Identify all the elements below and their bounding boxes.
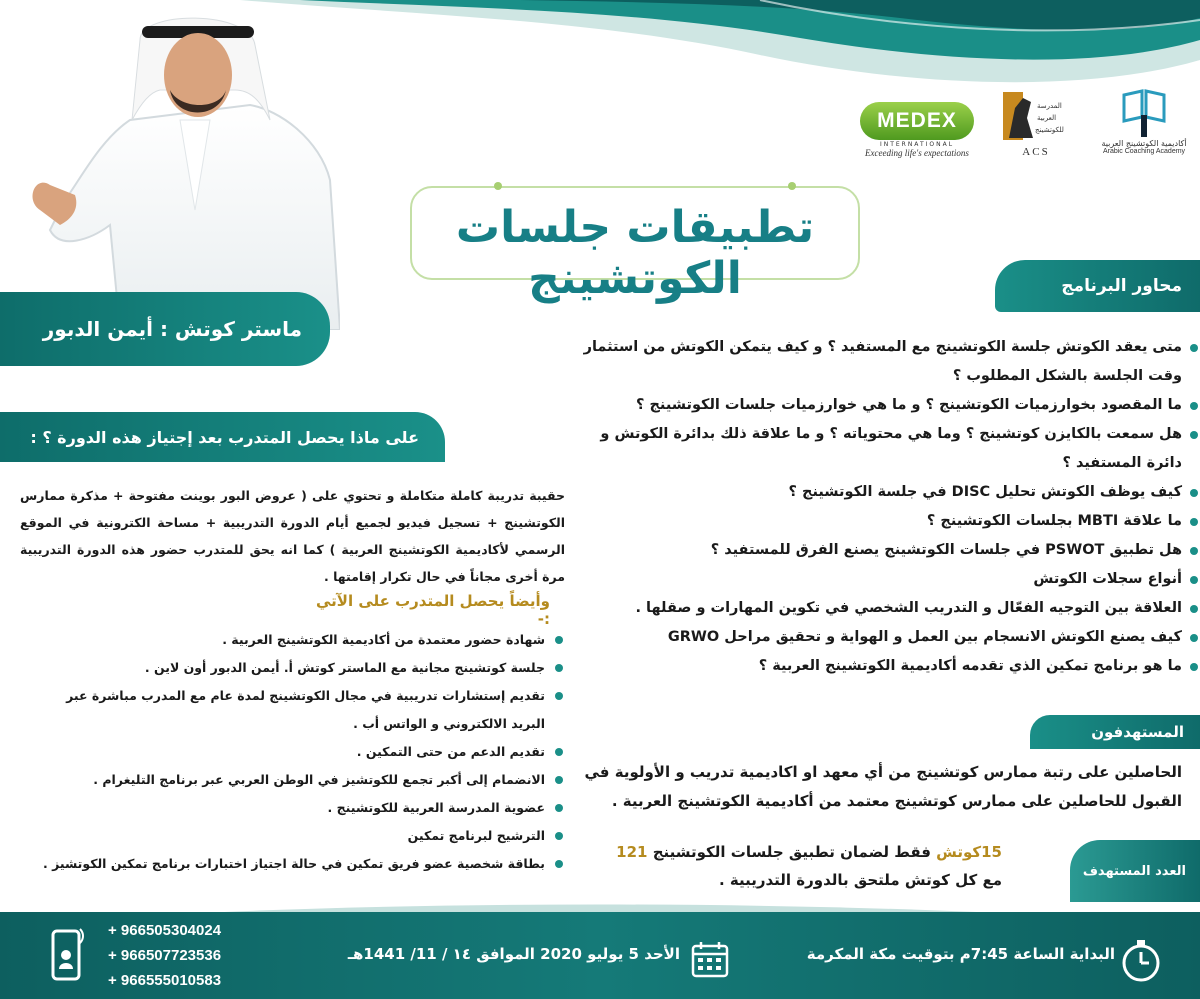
acs-logo-arabic-3: للكوتشينج xyxy=(1035,125,1064,134)
acs-logo-text: ACS xyxy=(1022,145,1050,158)
acs-logo xyxy=(996,85,1076,160)
phone-number: + 966555010583 xyxy=(108,972,222,989)
bullet-icon xyxy=(1190,518,1198,526)
stopwatch-icon xyxy=(1118,938,1164,984)
academy-logo xyxy=(1094,80,1194,162)
target-header-banner xyxy=(1030,715,1200,749)
list-item: بطاقة شخصية عضو فريق تمكين في حالة اجتياز اختبارات برنامج تمكين الكوتشيز . xyxy=(40,850,545,878)
academy-logo-english: Arabic Coaching Academy xyxy=(1102,148,1186,155)
bullet-icon xyxy=(555,748,563,756)
count-line-1: 15كوتش فقط لضمان تطبيق جلسات الكوتشينج 121 xyxy=(616,843,1002,861)
program-axes-list xyxy=(567,333,1182,681)
count-text xyxy=(582,838,1002,894)
bullet-icon xyxy=(1190,605,1198,613)
coach-name: ماستر كوتش : أيمن الدبور xyxy=(42,317,302,341)
list-item: عضوية المدرسة العربية للكوتشينج . xyxy=(40,794,545,822)
page-title: تطبيقات جلسات الكوتشينج xyxy=(455,202,815,304)
coach-photo xyxy=(20,10,340,330)
list-item: ما علاقة MBTI بجلسات الكوتشينج ؟ xyxy=(567,507,1182,536)
benefits-list xyxy=(40,626,545,878)
count-line-2: مع كل كوتش ملتحق بالدورة التدريبية . xyxy=(718,871,1002,889)
bullet-icon xyxy=(555,860,563,868)
bullet-icon xyxy=(1190,576,1198,584)
title-frame-dot xyxy=(494,182,502,190)
phone-numbers xyxy=(108,918,268,993)
bullet-icon xyxy=(1190,489,1198,497)
list-item: كيف يوظف الكوتش تحليل DISC في جلسة الكوتشينج ؟ xyxy=(567,478,1182,507)
list-item: هل سمعت بالكايزن كوتشينج ؟ وما هي محتوياته ؟ و ما علاقة ذلك بدائرة الكوتش و دائرة المستفيد ؟ xyxy=(567,420,1182,478)
target-audience-text: الحاصلين على رتبة ممارس كوتشينج من أي معهد او اكاديمية تدريب و الأولوية في القبول للحاصلين على ممارس كوتشينج معتمد من أكاديمية الكوتشينج العربية . xyxy=(584,763,1182,810)
list-item: ما المقصود بخوارزميات الكوتشينج ؟ و ما هي خوارزميات جلسات الكوتشينج ؟ xyxy=(567,391,1182,420)
also-title: وأيضاً يحصل المتدرب على الآتي :- xyxy=(315,592,550,628)
bullet-icon xyxy=(1190,344,1198,352)
gain-paragraph: حقيبة تدريبة كاملة متكاملة و تحتوي على ( عروض البور بوينت مفتوحة + مذكرة ممارس الكوتشينج + تسجيل فيديو لجميع أيام الدورة التدريبية + مساحة الكترونية في الموقع الرسمي لأكاديمية الكوتشينج العربية ) كما انه يحق للمتدرب حضور هذه الدورة التدريبية مرة أخرى مجاناً في حال تكرار إقامتها . xyxy=(20,488,565,584)
event-date: الأحد 5 يوليو 2020 الموافق ١٤ / 11/ 1441هـ xyxy=(347,945,680,963)
medex-logo-text: MEDEX xyxy=(860,102,974,140)
bullet-icon xyxy=(555,832,563,840)
academy-logo-arabic: أكاديمية الكوتشينج العربية xyxy=(1101,139,1187,148)
bullet-icon xyxy=(555,804,563,812)
title-frame xyxy=(410,186,860,304)
target-header: المستهدفون xyxy=(1091,723,1184,741)
acs-logo-arabic-1: المدرسة xyxy=(1037,101,1062,110)
list-item: أنواع سجلات الكوتش xyxy=(567,565,1182,594)
bullet-icon xyxy=(1190,402,1198,410)
phone-number: + 966505304024 xyxy=(108,922,222,939)
count-highlight: 15كوتش xyxy=(936,843,1002,861)
list-item: الانضمام إلى أكبر تجمع للكوتشيز في الوطن العربي عبر برنامج التليغرام . xyxy=(40,766,545,794)
list-item: تقديم إستشارات تدريبية في مجال الكوتشينج لمدة عام مع المدرب مباشرة عبر البريد الالكتروني و الواتس أب . xyxy=(40,682,545,738)
bullet-icon xyxy=(555,664,563,672)
list-item: الترشيح لبرنامج تمكين xyxy=(40,822,545,850)
count-highlight-121: 121 xyxy=(616,843,648,861)
list-item: تقديم الدعم من حتى التمكين . xyxy=(40,738,545,766)
horse-icon xyxy=(1001,88,1071,146)
title-frame-dot xyxy=(788,182,796,190)
event-time: البداية الساعة 7:45م بتوقيت مكة المكرمة xyxy=(806,945,1115,963)
list-item: جلسة كوتشينج مجانية مع الماستر كوتش أ. أيمن الدبور أون لاين . xyxy=(40,654,545,682)
list-item: كيف يصنع الكوتش الانسجام بين العمل و الهواية و تحقيق مراحل GRWO xyxy=(567,623,1182,652)
list-item: هل تطبيق PSWOT في جلسات الكوتشينج يصنع الفرق للمستفيد ؟ xyxy=(567,536,1182,565)
bullet-icon xyxy=(555,636,563,644)
bullet-icon xyxy=(555,692,563,700)
bullet-icon xyxy=(1190,547,1198,555)
medex-logo-sub: INTERNATIONAL xyxy=(879,141,955,148)
medex-tagline: Exceeding life's expectations xyxy=(865,148,969,158)
list-item: متى يعقد الكوتش جلسة الكوتشينج مع المستفيد ؟ و كيف يتمكن الكوتش من استثمار وقت الجلسة بالشكل المطلوب ؟ xyxy=(567,333,1182,391)
bullet-icon xyxy=(555,776,563,784)
bullet-icon xyxy=(1190,663,1198,671)
count-header: العدد المستهدف xyxy=(1082,863,1186,879)
coach-name-banner xyxy=(0,292,330,366)
acs-logo-arabic-2: العربية xyxy=(1037,113,1057,122)
count-header-banner xyxy=(1070,840,1200,902)
list-item: العلاقة بين التوجيه الفعّال و التدريب الشخصي في تكوين المهارات و صقلها . xyxy=(567,594,1182,623)
calendar-icon xyxy=(690,940,730,980)
gain-header-banner xyxy=(0,412,445,462)
gain-header: على ماذا يحصل المتدرب بعد إجتياز هذه الدورة ؟ : xyxy=(30,427,419,447)
list-item: شهادة حضور معتمدة من أكاديمية الكوتشينج العربية . xyxy=(40,626,545,654)
phone-number: + 966507723536 xyxy=(108,947,222,964)
medex-logo xyxy=(858,95,976,165)
axes-header: محاور البرنامج xyxy=(1061,276,1182,296)
axes-header-banner xyxy=(995,260,1200,312)
phone-icon xyxy=(50,925,88,985)
list-item: ما هو برنامج تمكين الذي تقدمه أكاديمية الكوتشينج العربية ؟ xyxy=(567,652,1182,681)
bullet-icon xyxy=(1190,431,1198,439)
book-icon xyxy=(1122,87,1166,139)
bullet-icon xyxy=(1190,634,1198,642)
